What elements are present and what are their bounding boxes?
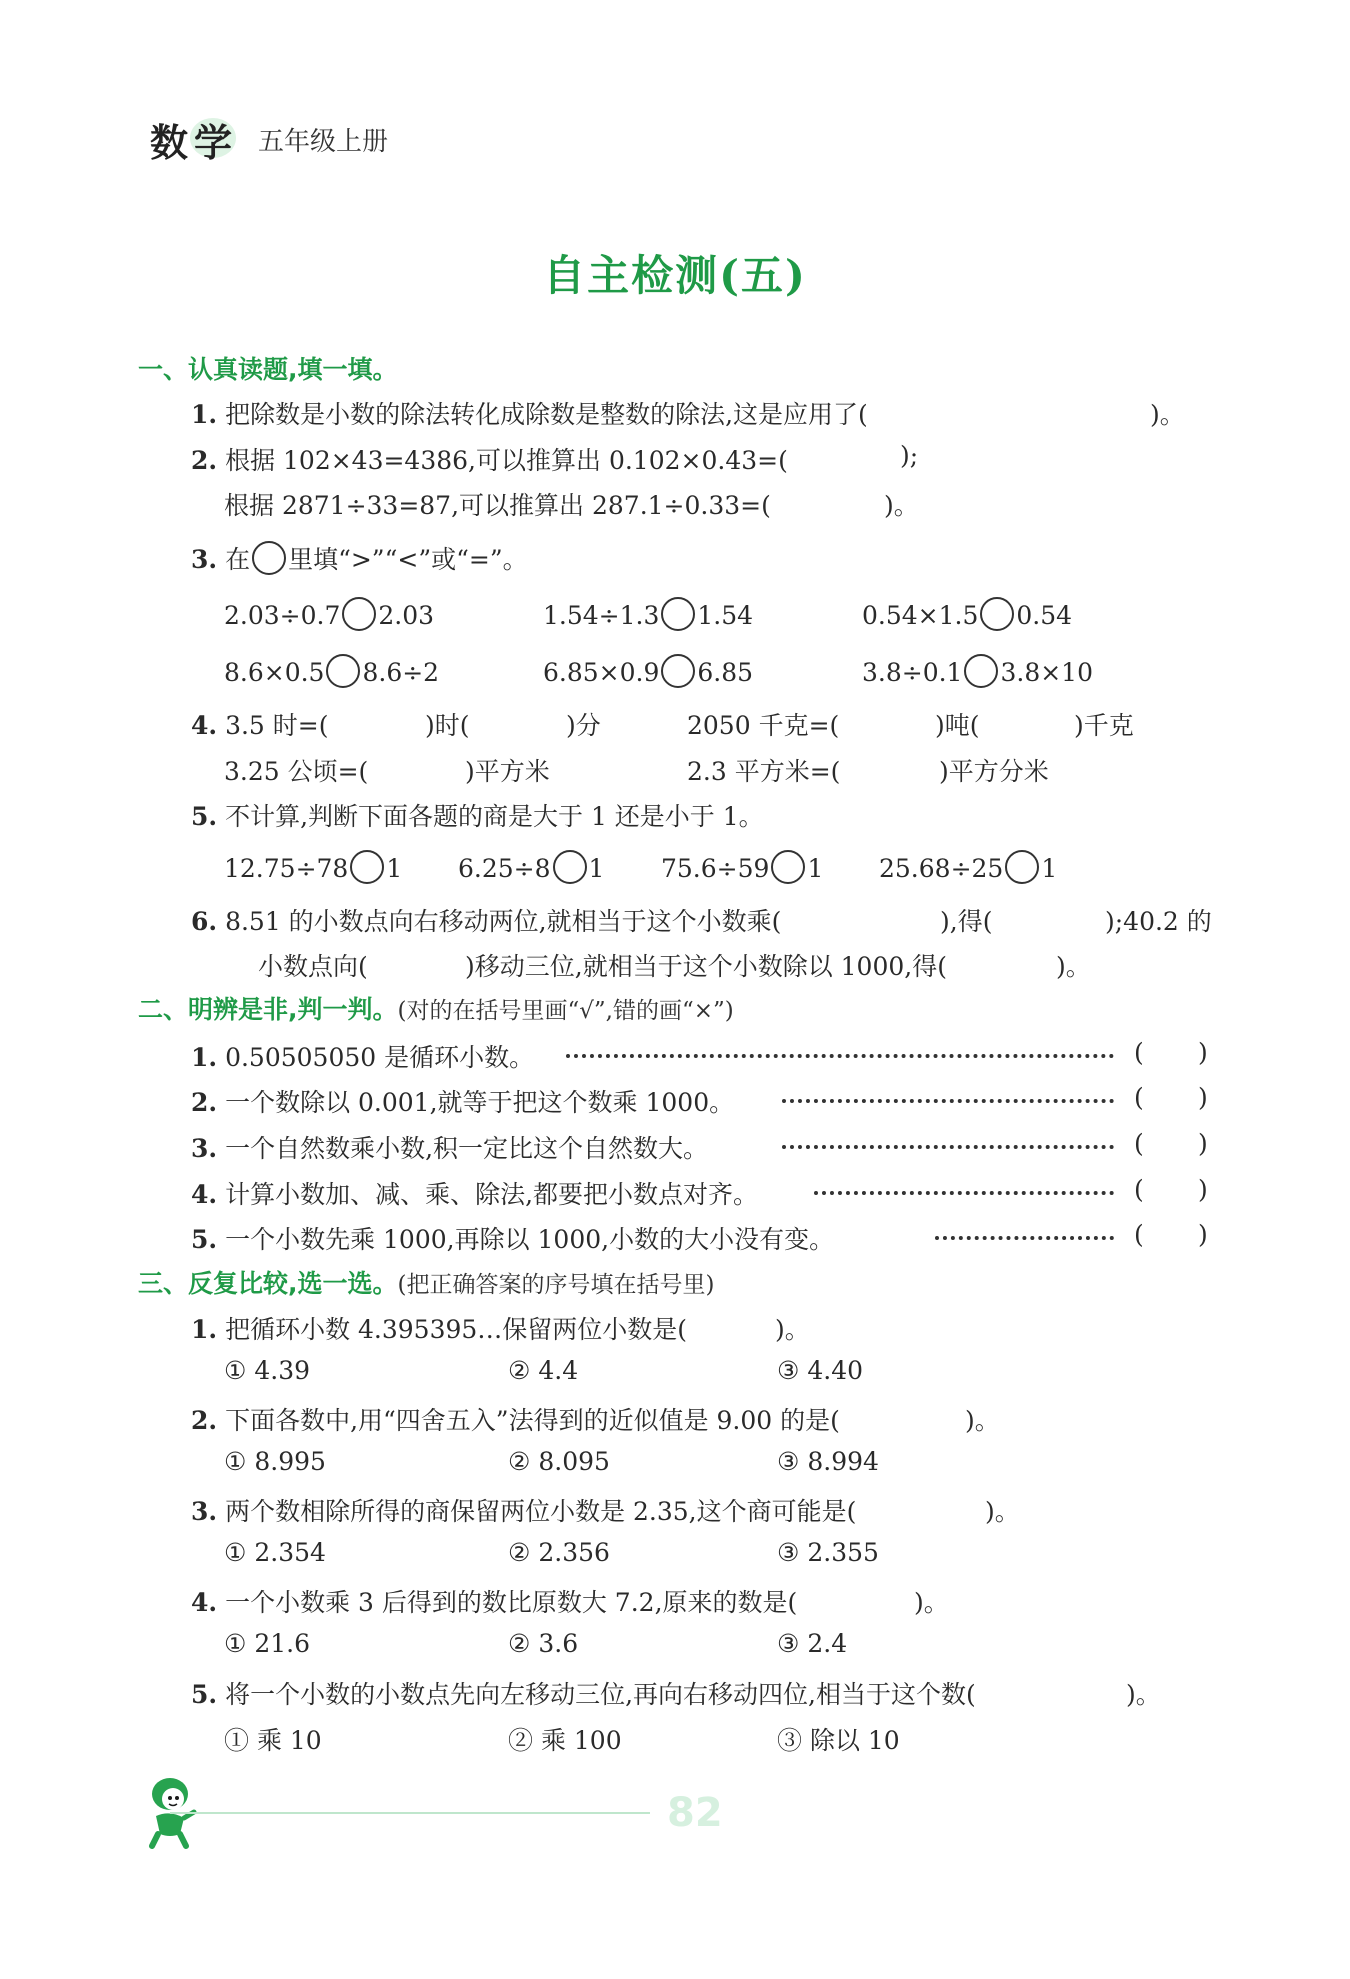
compare-left: 6.25÷8 bbox=[458, 854, 551, 883]
compare-left: 3.8÷0.1 bbox=[862, 658, 963, 687]
header-grade: 五年级上册 bbox=[258, 127, 389, 157]
answer-circle[interactable] bbox=[326, 654, 360, 688]
answer-paren-open[interactable]: ( bbox=[1134, 1129, 1144, 1158]
option-1[interactable]: ① 21.6 bbox=[224, 1629, 311, 1658]
header-subject: 数学 bbox=[150, 121, 239, 165]
compare-item bbox=[458, 850, 604, 884]
question-number: 4. bbox=[191, 711, 218, 740]
compare-left: 6.85×0.9 bbox=[543, 658, 660, 687]
question-number: 5. bbox=[191, 802, 218, 831]
question-text: 8.51 的小数点向右移动两位,就相当于这个小数乘( bbox=[225, 907, 782, 936]
compare-right: 0.54 bbox=[1016, 601, 1073, 630]
question-text: )分 bbox=[566, 711, 601, 740]
answer-paren-open[interactable]: ( bbox=[1134, 1220, 1144, 1249]
question-text: 3.5 时=( bbox=[225, 711, 329, 740]
judge-item-3 bbox=[191, 1129, 708, 1165]
section-note: (对的在括号里画“√”,错的画“×”) bbox=[397, 998, 734, 1024]
answer-blank-end: )。 bbox=[1150, 400, 1185, 429]
question-text: )吨( bbox=[935, 711, 980, 740]
question-text: )时( bbox=[425, 711, 470, 740]
option-2[interactable]: ② 3.6 bbox=[508, 1629, 579, 1658]
question-text: 一个数除以 0.001,就等于把这个数乘 1000。 bbox=[225, 1088, 735, 1117]
question-text: )移动三位,就相当于这个小数除以 1000,得( bbox=[465, 952, 947, 981]
fill-q5 bbox=[191, 797, 764, 833]
choose-q3 bbox=[191, 1492, 856, 1528]
question-text: 不计算,判断下面各题的商是大于 1 还是小于 1。 bbox=[225, 802, 764, 831]
page-title: 自主检测(五) bbox=[543, 251, 807, 300]
question-number: 2. bbox=[191, 446, 218, 475]
answer-paren-close: ) bbox=[1198, 1175, 1208, 1204]
compare-item bbox=[224, 654, 439, 688]
leader-dots bbox=[935, 1236, 1114, 1240]
circle-icon bbox=[252, 541, 286, 575]
option-3[interactable]: ③ 2.355 bbox=[777, 1538, 879, 1567]
question-number: 4. bbox=[191, 1588, 218, 1617]
leader-dots bbox=[782, 1099, 1114, 1103]
leader-dots bbox=[782, 1145, 1114, 1149]
option-2[interactable]: ② 乘 100 bbox=[508, 1726, 622, 1755]
question-text: 一个小数先乘 1000,再除以 1000,小数的大小没有变。 bbox=[225, 1225, 835, 1254]
choose-q1 bbox=[191, 1310, 687, 1346]
section-label: 一、认真读题,填一填。 bbox=[138, 355, 398, 384]
compare-right: 3.8×10 bbox=[1000, 658, 1093, 687]
question-text: 将一个小数的小数点先向左移动三位,再向右移动四位,相当于这个数( bbox=[225, 1680, 976, 1709]
compare-right: 1 bbox=[807, 854, 824, 883]
section-2-heading bbox=[138, 990, 734, 1026]
option-2[interactable]: ② 8.095 bbox=[508, 1447, 610, 1476]
answer-circle[interactable] bbox=[342, 597, 376, 631]
question-text: 把除数是小数的除法转化成除数是整数的除法,这是应用了( bbox=[225, 400, 868, 429]
question-text: )平方米 bbox=[465, 757, 550, 786]
compare-left: 2.03÷0.7 bbox=[224, 601, 341, 630]
answer-circle[interactable] bbox=[553, 850, 587, 884]
answer-circle[interactable] bbox=[350, 850, 384, 884]
choose-q4 bbox=[191, 1583, 797, 1619]
compare-item bbox=[862, 597, 1072, 631]
question-text: 0.50505050 是循环小数。 bbox=[225, 1043, 535, 1072]
judge-item-5 bbox=[191, 1220, 834, 1256]
compare-item bbox=[543, 597, 753, 631]
question-text: )平方分米 bbox=[939, 757, 1049, 786]
choose-q5 bbox=[191, 1675, 976, 1711]
question-text: 2.3 平方米=( bbox=[687, 757, 841, 786]
compare-left: 1.54÷1.3 bbox=[543, 601, 660, 630]
option-1[interactable]: ① 4.39 bbox=[224, 1356, 311, 1385]
question-text: 一个自然数乘小数,积一定比这个自然数大。 bbox=[225, 1134, 709, 1163]
section-1-heading bbox=[138, 350, 398, 386]
question-number: 1. bbox=[191, 1043, 218, 1072]
answer-blank-end: ); bbox=[900, 441, 919, 470]
answer-blank-end: )。 bbox=[884, 491, 919, 520]
fill-q1 bbox=[191, 395, 868, 431]
answer-paren-close: ) bbox=[1198, 1083, 1208, 1112]
compare-left: 12.75÷78 bbox=[224, 854, 349, 883]
compare-right: 1 bbox=[588, 854, 605, 883]
compare-right: 1 bbox=[1041, 854, 1058, 883]
question-text: 下面各数中,用“四舍五入”法得到的近似值是 9.00 的是( bbox=[225, 1406, 840, 1435]
question-text: );40.2 的 bbox=[1105, 907, 1212, 936]
question-number: 2. bbox=[191, 1088, 218, 1117]
judge-item-1 bbox=[191, 1038, 534, 1074]
answer-circle[interactable] bbox=[980, 597, 1014, 631]
choose-q2 bbox=[191, 1401, 840, 1437]
fill-q3 bbox=[191, 540, 528, 576]
question-number: 1. bbox=[191, 1315, 218, 1344]
compare-left: 8.6×0.5 bbox=[224, 658, 325, 687]
answer-paren-close: ) bbox=[1198, 1129, 1208, 1158]
question-number: 4. bbox=[191, 1180, 218, 1209]
answer-circle[interactable] bbox=[661, 597, 695, 631]
section-label: 三、反复比较,选一选。 bbox=[138, 1269, 398, 1298]
question-text: 在 bbox=[225, 545, 251, 574]
question-number: 3. bbox=[191, 1497, 218, 1526]
option-2[interactable]: ② 4.4 bbox=[508, 1356, 579, 1385]
question-number: 1. bbox=[191, 400, 218, 429]
answer-circle[interactable] bbox=[964, 654, 998, 688]
answer-paren-open[interactable]: ( bbox=[1134, 1175, 1144, 1204]
question-number: 5. bbox=[191, 1225, 218, 1254]
compare-item bbox=[543, 654, 753, 688]
question-text: )千克 bbox=[1074, 711, 1134, 740]
option-3[interactable]: ③ 2.4 bbox=[777, 1629, 848, 1658]
question-text: 计算小数加、减、乘、除法,都要把小数点对齐。 bbox=[225, 1180, 759, 1209]
option-1[interactable]: ① 乘 10 bbox=[224, 1726, 322, 1755]
fill-q2-line1 bbox=[191, 441, 788, 477]
compare-right: 1 bbox=[386, 854, 403, 883]
question-number: 3. bbox=[191, 1134, 218, 1163]
option-2[interactable]: ② 2.356 bbox=[508, 1538, 610, 1567]
section-label: 二、明辨是非,判一判。 bbox=[138, 995, 398, 1024]
leader-dots bbox=[566, 1054, 1114, 1058]
question-text: 里填“>”“<”或“=”。 bbox=[288, 545, 528, 574]
answer-paren-close: ) bbox=[1198, 1038, 1208, 1067]
answer-blank-end: )。 bbox=[965, 1406, 1000, 1435]
compare-item bbox=[879, 850, 1057, 884]
compare-right: 1.54 bbox=[697, 601, 754, 630]
option-1[interactable]: ① 8.995 bbox=[224, 1447, 326, 1476]
compare-left: 0.54×1.5 bbox=[862, 601, 979, 630]
compare-left: 75.6÷59 bbox=[661, 854, 770, 883]
question-text: 一个小数乘 3 后得到的数比原数大 7.2,原来的数是( bbox=[225, 1588, 798, 1617]
answer-paren-open[interactable]: ( bbox=[1134, 1038, 1144, 1067]
option-3[interactable]: ③ 4.40 bbox=[777, 1356, 864, 1385]
answer-circle[interactable] bbox=[661, 654, 695, 688]
question-number: 3. bbox=[191, 545, 218, 574]
question-text: 把循环小数 4.395395…保留两位小数是( bbox=[225, 1315, 688, 1344]
compare-right: 6.85 bbox=[697, 658, 754, 687]
judge-item-4 bbox=[191, 1175, 758, 1211]
answer-paren-open[interactable]: ( bbox=[1134, 1083, 1144, 1112]
answer-paren-close: ) bbox=[1198, 1220, 1208, 1249]
fill-q6-a bbox=[191, 902, 781, 938]
compare-item bbox=[661, 850, 823, 884]
compare-left: 25.68÷25 bbox=[879, 854, 1004, 883]
question-text: 3.25 公顷=( bbox=[224, 757, 369, 786]
answer-blank-end: )。 bbox=[1126, 1680, 1161, 1709]
question-number: 5. bbox=[191, 1680, 218, 1709]
answer-blank-end: )。 bbox=[775, 1315, 810, 1344]
compare-right: 2.03 bbox=[378, 601, 435, 630]
answer-circle[interactable] bbox=[771, 850, 805, 884]
answer-blank-end: )。 bbox=[914, 1588, 949, 1617]
page-number: 82 bbox=[667, 1790, 723, 1836]
compare-right: 8.6÷2 bbox=[362, 658, 440, 687]
question-text: 小数点向( bbox=[258, 952, 368, 981]
section-note: (把正确答案的序号填在括号里) bbox=[397, 1272, 715, 1298]
compare-item bbox=[224, 597, 434, 631]
option-3[interactable]: ③ 8.994 bbox=[777, 1447, 879, 1476]
question-text: 根据 102×43=4386,可以推算出 0.102×0.43=( bbox=[225, 446, 788, 475]
judge-item-2 bbox=[191, 1083, 734, 1119]
question-text: 2050 千克=( bbox=[687, 711, 840, 740]
fill-q2-line2: 根据 2871÷33=87,可以推算出 287.1÷0.33=( bbox=[224, 491, 771, 520]
leader-dots bbox=[814, 1191, 1114, 1195]
question-number: 2. bbox=[191, 1406, 218, 1435]
answer-blank-end: )。 bbox=[985, 1497, 1020, 1526]
compare-item bbox=[224, 850, 402, 884]
question-text: )。 bbox=[1056, 952, 1091, 981]
question-text: ),得( bbox=[940, 907, 993, 936]
footer-rule bbox=[170, 1812, 650, 1814]
question-text: 两个数相除所得的商保留两位小数是 2.35,这个商可能是( bbox=[225, 1497, 857, 1526]
section-3-heading bbox=[138, 1264, 714, 1300]
fill-q4-a bbox=[191, 706, 328, 742]
option-1[interactable]: ① 2.354 bbox=[224, 1538, 326, 1567]
answer-circle[interactable] bbox=[1005, 850, 1039, 884]
option-3[interactable]: ③ 除以 10 bbox=[777, 1726, 900, 1755]
compare-item bbox=[862, 654, 1093, 688]
question-number: 6. bbox=[191, 907, 218, 936]
